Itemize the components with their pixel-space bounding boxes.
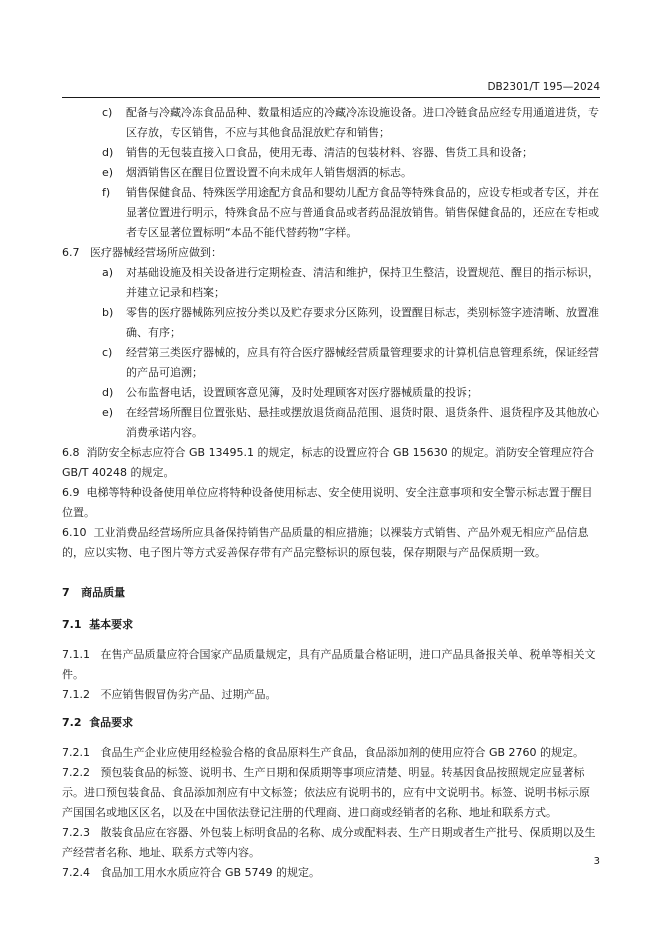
clause-7-2-3 [62,823,600,863]
chapter-number: 7 [62,586,70,599]
section-heading [62,615,600,635]
list-item-text: 配备与冷藏冷冻食品品种、数量相适应的冷藏冷冻设施设备。进口冷链食品应经专用通道进货，专区存放，专区销售，不应与其他食品混放贮存和销售； [126,106,599,139]
list-item-text: 对基础设施及相关设备进行定期检查、清洁和维护，保持卫生整洁，设置规范、醒目的指示标识，并建立记录和档案； [126,266,599,299]
clause-number: 7.2.2 [62,766,90,779]
list-item [78,143,600,163]
list-item-label: a) [102,266,114,279]
list-item-text: 经营第三类医疗器械的，应具有符合医疗器械经营质量管理要求的计算机信息管理系统，保证经营的产品可追溯； [126,346,599,379]
chapter-heading [62,583,600,603]
clause-number: 6.8 [62,446,80,459]
clause-text: 电梯等特种设备使用单位应将特种设备使用标志、安全使用说明、安全注意事项和安全警示标志置于醒目位置。 [62,486,593,519]
list-item-label: c) [102,106,113,119]
section-title: 食品要求 [89,716,134,729]
list-item [78,183,600,243]
list-item [78,403,600,443]
header-rule [62,97,600,98]
clause-number: 7.1.2 [62,688,90,701]
list-item [78,263,600,303]
list-item [78,343,600,383]
document-id: DB2301/T 195—2024 [487,81,600,93]
clause-7-1-2 [62,685,600,705]
list-item-text: 销售的无包装直接入口食品，使用无毒、清洁的包装材料、容器、售货工具和设备； [126,146,533,159]
clause-7-2-2 [62,763,600,823]
clause-title: 医疗器械经营场所应做到： [90,246,222,259]
clause-text: 食品生产企业应使用经检验合格的食品原料生产食品，食品添加剂的使用应符合 GB 2760 的规定。 [100,746,585,759]
list-item [78,163,600,183]
section-number: 7.2 [62,716,82,729]
list-item-text: 销售保健食品、特殊医学用途配方食品和婴幼儿配方食品等特殊食品的，应设专柜或者专区，并在显著位置进行明示，特殊食品不应与普通食品或者药品混放销售。销售保健食品的，还应在专柜或者专区显著位置标明“本品不能代替药物”字样。 [126,186,599,239]
clause-text: 预包装食品的标签、说明书、生产日期和保质期等事项应清楚、明显。转基因食品按照规定应显著标示。进口预包装食品、食品添加剂应有中文标签；依法应有说明书的，应有中文说明书。标签、说明书标示原产国国名或地区区名，以及在中国依法登记注册的代理商、进口商或经销者的名称、地址和联系方式。 [62,766,590,819]
list-item-label: f) [102,186,111,199]
clause-6-10 [62,523,600,563]
list-item [78,303,600,343]
section-heading [62,713,600,733]
clause-text: 散装食品应在容器、外包装上标明食品的名称、成分或配料表、生产日期或者生产批号、保质期以及生产经营者名称、地址、联系方式等内容。 [62,826,596,859]
clause-number: 7.2.1 [62,746,90,759]
list-item [78,383,600,403]
list-item-text: 烟酒销售区在醒目位置设置不向未成年人销售烟酒的标志。 [126,166,412,179]
list-item-label: e) [102,406,114,419]
clause-7-1-1 [62,645,600,685]
list-item-text: 零售的医疗器械陈列应按分类以及贮存要求分区陈列，设置醒目标志，类别标签字迹清晰、放置准确、有序； [126,306,599,339]
section-number: 7.1 [62,618,82,631]
clause-text: 工业消费品经营场所应具备保持销售产品质量的相应措施；以裸装方式销售、产品外观无相应产品信息的，应以实物、电子图片等方式妥善保存带有产品完整标识的原包装，保存期限与产品保质期一致。 [62,526,589,559]
clause-text: 不应销售假冒伪劣产品、过期产品。 [100,688,277,701]
list-item-text: 在经营场所醒目位置张贴、悬挂或摆放退货商品范围、退货时限、退货条件、退货程序及其他放心消费承诺内容。 [126,406,599,439]
clause-number: 6.9 [62,486,80,499]
list-item-label: d) [102,146,114,159]
list-item-label: b) [102,306,114,319]
clause-number: 7.2.3 [62,826,90,839]
list-item [78,103,600,143]
clause-6-8 [62,443,600,483]
clause-7-2-4 [62,863,600,883]
clause-number: 7.1.1 [62,648,90,661]
chapter-title: 商品质量 [81,586,126,599]
clause-6-7 [62,243,600,263]
clause-6-9 [62,483,600,523]
list-item-label: c) [102,346,113,359]
clause-number: 6.7 [62,246,80,259]
list-item-text: 公布监督电话，设置顾客意见簿，及时处理顾客对医疗器械质量的投诉； [126,386,478,399]
clause-text: 食品加工用水水质应符合 GB 5749 的规定。 [100,866,321,879]
clause-number: 7.2.4 [62,866,90,879]
clause-number: 6.10 [62,526,87,539]
page-number: 3 [593,856,600,867]
clause-text: 消防安全标志应符合 GB 13495.1 的规定，标志的设置应符合 GB 15630 的规定。消防安全管理应符合 GB/T 40248 的规定。 [62,446,595,479]
list-item-label: e) [102,166,114,179]
clause-text: 在售产品质量应符合国家产品质量规定，具有产品质量合格证明，进口产品具备报关单、税单等相关文件。 [62,648,596,681]
clause-7-2-1 [62,743,600,763]
list-item-label: d) [102,386,114,399]
section-title: 基本要求 [89,618,134,631]
page-content [62,103,600,883]
